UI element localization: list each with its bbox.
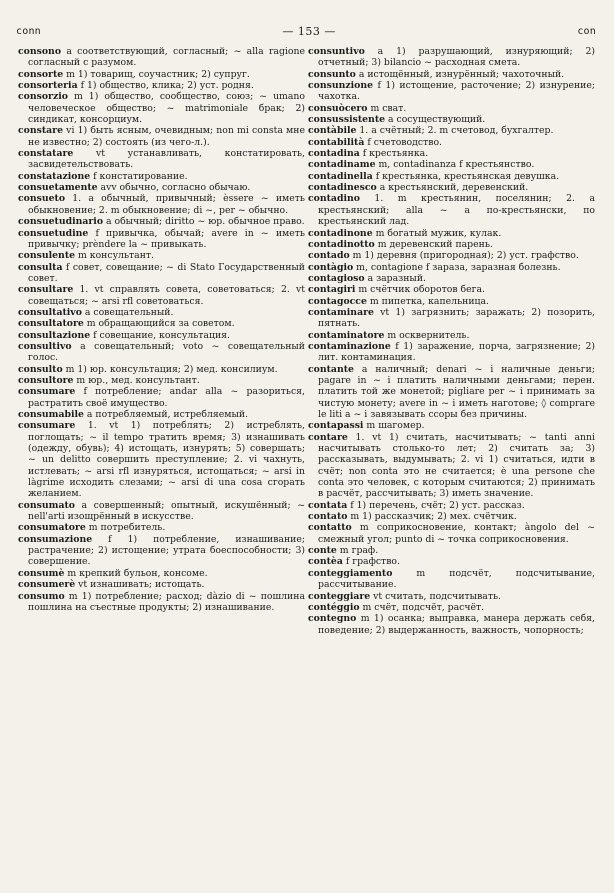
entry-headword: contaminazione (308, 340, 391, 352)
dictionary-entry: consultivo a совещательный; voto ~ совещательный голос. (18, 340, 305, 364)
entry-headword: contagiri (308, 284, 356, 296)
entry-headword: consultore (18, 374, 74, 386)
entry-headword: contadinone (308, 227, 373, 239)
dictionary-entry: consulente m консультант. (18, 250, 154, 262)
dictionary-entry: contare 1. vt 1) считать, насчитывать; ~ tanti anni насчитывать столько-то лет; 2) считать за; 3) рассказывать, выдумывать; 2. vi 1) считаться, идти в счёт; non conta это не считается; è una persone che conta это человек, с которым считаются; 2) принимать в расчёт, рассчитывать; 3) иметь значение. (308, 431, 595, 500)
dictionary-entry: contato m 1) рассказчик; 2) мех. счётчик. (308, 511, 517, 523)
entry-headword: contadiname (308, 159, 376, 171)
dictionary-entry: contagocce m пипетка, капельница. (308, 295, 490, 307)
entry-headword: consumare (18, 420, 76, 432)
dictionary-entry: consuetudinario a обычный; diritto ~ юр. обычное право. (18, 216, 305, 228)
dictionary-entry: contaminare vt 1) загрязнить; заражать; 2) позорить, пятнать. (308, 306, 595, 330)
entry-headword: consorteria (18, 80, 78, 92)
dictionary-entry: contatto m соприкосновение, контакт; àngolo del ~ смежный угол; punto di ~ точка соприкосновения. (308, 522, 595, 545)
entry-headword: constatazione (18, 170, 91, 182)
right-column (308, 46, 595, 884)
page-number: — 153 — (282, 24, 336, 38)
entry-headword: consumè (18, 567, 65, 579)
entry-headword: contadinesco (308, 182, 377, 194)
dictionary-entry: consultore m юр., мед. консультант. (18, 374, 200, 386)
entry-headword: contéggio (308, 601, 360, 613)
page-header (16, 22, 596, 40)
entry-headword: consono (18, 46, 62, 57)
dictionary-entry: consumare f потребление; andar alla ~ разориться, растратить своё имущество. (18, 386, 305, 409)
dictionary-entry: consorzio m 1) общество, сообщество, союз; ~ umano человеческое общество; ~ matrimoniale брак; 2) синдикат, консорциум. (18, 91, 305, 126)
dictionary-entry: contadina f крестьянка. (308, 148, 429, 160)
entry-headword: contèa (308, 556, 343, 568)
entry-headword: contare (308, 431, 348, 443)
dictionary-entry: contagioso a заразный. (308, 272, 426, 284)
dictionary-entry: consuòcero m сват. (308, 102, 407, 114)
dictionary-entry: contadinella f крестьянка, крестьянская девушка. (308, 170, 560, 182)
entry-headword: constatare (18, 148, 74, 160)
entry-headword: contadinella (308, 170, 373, 182)
dictionary-entry: consussistente a сосуществующий. (308, 114, 486, 126)
dictionary-entry: consumè m крепкий бульон, консоме. (18, 567, 208, 579)
entry-headword: consultivo (18, 340, 72, 352)
dictionary-entry: contàgio m, contagione f зараза, заразная болезнь. (308, 261, 561, 273)
dictionary-entry: contaminatore m осквернитель. (308, 329, 470, 341)
entry-headword: consumo (18, 590, 65, 602)
dictionary-entry: consunzione f 1) истощение, расточение; 2) изнурение; чахотка. (308, 80, 595, 103)
dictionary-entry: consumazione f 1) потребление, изнашивание; растрачение; 2) истощение; утрата боеспособности; 3) совершение. (18, 533, 305, 568)
entry-headword: contagocce (308, 295, 367, 307)
entry-headword: consulente (18, 250, 76, 262)
dictionary-entry: consuntivo a 1) разрушающий, изнуряющий; 2) отчетный; 3) bilancio ~ расходная смета. (308, 46, 595, 69)
entry-headword: consussistente (308, 114, 386, 126)
entry-headword: consulta (18, 261, 63, 273)
dictionary-entry: consunto a истощённый, изнурённый; чахоточный. (308, 68, 565, 80)
entry-headword: constare (18, 125, 63, 137)
entry-headword: consumato (18, 499, 75, 511)
dictionary-entry: consultatore m обращающийся за советом. (18, 318, 235, 330)
dictionary-entry: conteggiamento m подсчёт, подсчитывание, рассчитывание. (308, 567, 595, 591)
entry-headword: consumabile (18, 409, 84, 420)
entry-headword: contegno (308, 613, 357, 625)
dictionary-entry: contadinotto m деревенский парень. (308, 238, 493, 250)
entry-headword: consuetudinario (18, 216, 104, 228)
entry-headword: contadino (308, 193, 360, 205)
dictionary-entry: contaminazione f 1) заражение, порча, загрязнение; 2) лит. контаминация. (308, 340, 595, 364)
dictionary-entry: consumo m 1) потребление; расход; dàzio di ~ пошлина пошлина на съестные продукты; 2) изнашивание. (18, 590, 305, 613)
dictionary-entry: consumerè vt изнашивать; истощать. (18, 579, 205, 591)
dictionary-entry: contadinesco a крестьянский, деревенский. (308, 182, 529, 194)
dictionary-entry: consultare 1. vt справлять совета, советоваться; 2. vt совещаться; ~ arsi rfl советоваться. (18, 284, 305, 307)
dictionary-entry: consultazione f совещание, консультация. (18, 329, 230, 341)
entry-headword: consueto (18, 193, 66, 205)
dictionary-entry: consultativo a совещательный. (18, 306, 174, 318)
entry-headword: contaminare (308, 306, 374, 318)
entry-headword: consorzio (18, 91, 68, 103)
entry-headword: contaminatore (308, 329, 385, 341)
dictionary-entry: contéggio m счёт, подсчёт, расчёт. (308, 601, 485, 613)
dictionary-entry: contàbile 1. a счётный; 2. m счетовод, бухгалтер. (308, 125, 554, 137)
entry-headword: consorte (18, 68, 64, 80)
dictionary-entry: contabilità f счетоводство. (308, 136, 442, 148)
dictionary-entry: consuetudine f привычка, обычай; avere in ~ иметь привычку; prèndere la ~ привыкать. (18, 227, 305, 250)
dictionary-entry: consono a соответствующий, согласный; ~ alla ragione согласный с разумом. (18, 46, 305, 69)
entry-headword: consuòcero (308, 102, 368, 114)
entry-headword: conteggiare (308, 590, 371, 602)
dictionary-entry: consulto m 1) юр. консультация; 2) мед. консилиум. (18, 363, 278, 375)
entry-headword: consultatore (18, 318, 84, 330)
dictionary-entry: consuetamente avv обычно, согласно обычаю. (18, 182, 251, 194)
dictionary-entry: contata f 1) перечень, счёт; 2) уст. рассказ. (308, 499, 525, 511)
entry-headword: consumazione (18, 533, 93, 545)
dictionary-entry: consorte m 1) товарищ, соучастник; 2) супруг. (18, 68, 250, 80)
dictionary-entry: contadinone m богатый мужик, кулак. (308, 227, 502, 239)
dictionary-entry: constare vi 1) быть ясным, очевидным; non mi consta мне не известно; 2) состоять (из чего-л.). (18, 125, 305, 148)
entry-headword: contato (308, 511, 348, 523)
entry-headword: consumare (18, 386, 76, 398)
entry-headword: contata (308, 499, 348, 511)
entry-headword: contàbile (308, 125, 357, 137)
dictionary-entry: consumabile a потребляемый, истребляемый. (18, 409, 249, 420)
dictionary-entry: consueto 1. a обычный, привычный; èssere ~ иметь обыкновение; 2. m обыкновение; di ~, per ~ обычно. (18, 193, 305, 216)
right-guide-word: con (577, 25, 596, 37)
entry-headword: consuetamente (18, 182, 98, 194)
dictionary-entry: consumare 1. vt 1) потреблять; 2) истреблять, поглощать; ~ il tempo тратить время; 3) изнашивать (одежду, обувь); 4) истощать, изнурять; 5) совершать; ~ un delitto совершить преступление; 2. vi чахнуть, истлевать; ~ arsi rfl изнуряться, истощаться; ~ arsi in làgrime исходить слезами; ~ arsi di una cosa сгорать желанием. (18, 420, 305, 500)
dictionary-entry: conteggiare vt считать, подсчитывать. (308, 590, 501, 602)
dictionary-entry: conte m граф. (308, 545, 379, 557)
entry-headword: consulto (18, 363, 63, 375)
entry-headword: conte (308, 545, 337, 557)
entry-headword: contadinotto (308, 238, 375, 250)
entry-headword: contapassi (308, 420, 364, 432)
dictionary-entry: constatazione f констатирование. (18, 170, 188, 182)
dictionary-entry: contegno m 1) осанка; выправка, манера держать себя, поведение; 2) выдержанность, важность, чопорность; (308, 613, 595, 636)
entry-headword: contagioso (308, 272, 365, 284)
left-guide-word: conn (16, 25, 41, 37)
entry-headword: consuetudine (18, 227, 89, 239)
entry-headword: consuntivo (308, 46, 365, 57)
entry-headword: conteggiamento (308, 567, 393, 579)
entry-headword: consultativo (18, 306, 82, 318)
entry-headword: contàgio (308, 261, 354, 273)
entry-headword: contadina (308, 148, 360, 160)
entry-headword: consunzione (308, 80, 374, 92)
entry-headword: consumatore (18, 522, 86, 534)
entry-headword: contatto (308, 522, 352, 534)
entry-headword: consultazione (18, 329, 91, 341)
dictionary-entry: contadino 1. m крестьянин, поселянин; 2. a крестьянский; alla ~ a по-крестьянски, по крестьянский лад. (308, 193, 595, 228)
dictionary-entry: consumato a совершенный; опытный, искушённый; ~ nell'arti изощрённый в искусстве. (18, 499, 305, 523)
dictionary-entry: consulta f совет, совещание; ~ di Stato Государственный совет. (18, 261, 305, 284)
dictionary-entry: contado m 1) деревня (пригородная); 2) уст. графство. (308, 250, 579, 262)
entry-headword: contante (308, 363, 354, 375)
dictionary-entry: contante a наличный; denari ~ i наличные деньги; pagare in ~ i платить наличными деньгами; перен. платить той же монетой; pigliare per ~ i принимать за чистую монету; avere in ~ i иметь наготове; ◊ comprare le liti a ~ i завязывать ссоры без причины. (308, 363, 595, 420)
dictionary-entry: constatare vt устанавливать, констатировать, засвидетельствовать. (18, 148, 305, 171)
entry-headword: contado (308, 250, 350, 262)
entry-headword: contabilità (308, 136, 365, 148)
entry-headword: consumerè (18, 579, 76, 591)
dictionary-entry: contadiname m, contadinanza f крестьянство. (308, 159, 535, 171)
dictionary-entry: consorteria f 1) общество, клика; 2) уст. родня. (18, 80, 254, 92)
entry-headword: consultare (18, 284, 74, 296)
left-column (18, 46, 305, 884)
dictionary-entry: contapassi m шагомер. (308, 420, 425, 432)
dictionary-entry: consumatore m потребитель. (18, 522, 166, 534)
dictionary-entry: contagiri m счётчик оборотов бега. (308, 284, 485, 296)
dictionary-entry: contèa f графство. (308, 556, 400, 568)
entry-headword: consunto (308, 68, 356, 80)
